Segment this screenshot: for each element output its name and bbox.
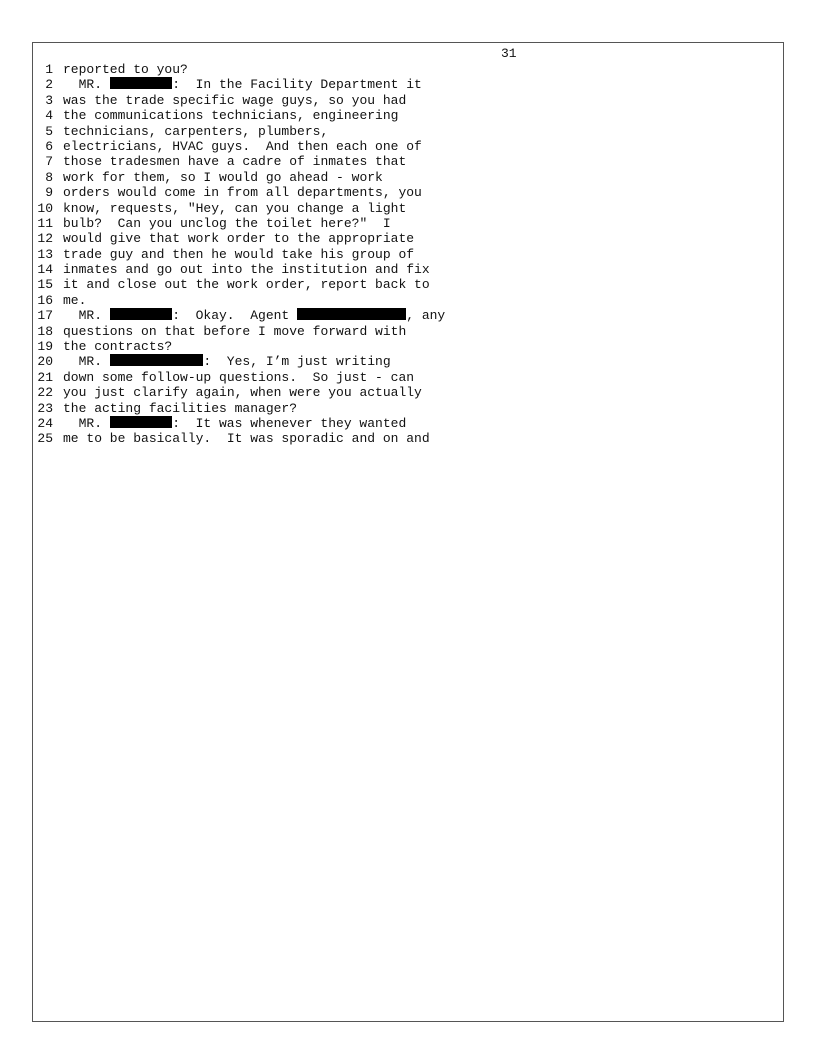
text-segment: would give that work order to the appropriate: [63, 231, 415, 247]
text-segment: was the trade specific wage guys, so you had: [63, 92, 407, 108]
text-segment: : It was whenever they wanted: [172, 415, 407, 431]
line-number: 8: [45, 169, 53, 185]
line-text: [63, 201, 406, 216]
line-text: [63, 247, 414, 262]
line-text: [63, 401, 297, 416]
line-text: [63, 277, 430, 292]
text-segment: orders would come in from all departments, you: [63, 185, 422, 201]
redaction-block: [110, 354, 204, 366]
line-number: 15: [37, 277, 53, 293]
text-segment: the acting facilities manager?: [63, 400, 298, 416]
line-text: [63, 216, 391, 231]
text-segment: me to be basically. It was sporadic and on and: [63, 431, 430, 447]
line-number: 19: [37, 339, 53, 355]
line-number: 13: [37, 246, 53, 262]
text-segment: those tradesmen have a cadre of inmates that: [63, 154, 407, 170]
line-text: [63, 293, 86, 308]
line-number: 12: [37, 231, 53, 247]
line-text: [63, 170, 383, 185]
line-number: 10: [37, 200, 53, 216]
text-segment: : Okay. Agent: [172, 308, 298, 324]
text-segment: down some follow-up questions. So just - can: [63, 369, 415, 385]
text-segment: MR.: [63, 77, 110, 93]
page-number: 31: [501, 46, 517, 61]
text-segment: me.: [63, 292, 87, 308]
text-segment: bulb? Can you unclog the toilet here?" I: [63, 215, 391, 231]
transcript-page: [32, 42, 784, 1022]
text-segment: work for them, so I would go ahead - work: [63, 169, 383, 185]
line-text: [63, 154, 406, 169]
line-text: [63, 231, 414, 246]
redaction-block: [110, 416, 172, 428]
text-segment: , any: [406, 308, 446, 324]
line-number: 1: [45, 62, 53, 77]
text-segment: reported to you?: [63, 62, 188, 77]
text-segment: you just clarify again, when were you actually: [63, 385, 422, 401]
line-text: [63, 77, 422, 92]
line-number: 3: [45, 92, 53, 108]
line-text: [63, 370, 414, 385]
line-number: 6: [45, 138, 53, 154]
redaction-block: [110, 308, 172, 320]
line-text: [63, 339, 172, 354]
text-segment: electricians, HVAC guys. And then each one of: [63, 138, 422, 154]
text-segment: it and close out the work order, report back to: [63, 277, 430, 293]
line-number: 14: [37, 262, 53, 278]
redaction-block: [297, 308, 406, 320]
line-text: [63, 354, 391, 369]
redaction-block: [110, 77, 172, 89]
line-number: 5: [45, 123, 53, 139]
line-number: 17: [37, 308, 53, 324]
line-number: 11: [37, 215, 53, 231]
line-text: [63, 62, 188, 77]
text-segment: questions on that before I move forward with: [63, 323, 407, 339]
text-segment: the communications technicians, engineering: [63, 108, 399, 124]
line-number: 7: [45, 154, 53, 170]
line-text: [63, 93, 406, 108]
line-number: 22: [37, 385, 53, 401]
text-segment: trade guy and then he would take his group of: [63, 246, 415, 262]
line-number: 20: [37, 354, 53, 370]
text-segment: the contracts?: [63, 339, 173, 355]
text-segment: MR.: [63, 415, 110, 431]
line-number: 9: [45, 185, 53, 201]
line-text: [63, 185, 422, 200]
line-text: [63, 262, 430, 277]
line-number: 16: [37, 292, 53, 308]
text-segment: : In the Facility Department it: [172, 77, 422, 93]
line-number: 18: [37, 323, 53, 339]
text-segment: MR.: [63, 308, 110, 324]
line-number: 24: [37, 415, 53, 431]
line-text: [63, 139, 422, 154]
line-text: [63, 124, 328, 139]
line-text: [63, 416, 406, 431]
line-number: 23: [37, 400, 53, 416]
line-number: 25: [37, 431, 53, 447]
line-number: 4: [45, 108, 53, 124]
text-segment: know, requests, "Hey, can you change a light: [63, 200, 407, 216]
line-text: [63, 308, 445, 323]
text-segment: : Yes, I’m just writing: [203, 354, 391, 370]
text-segment: technicians, carpenters, plumbers,: [63, 123, 329, 139]
text-segment: inmates and go out into the institution and fix: [63, 262, 430, 278]
line-text: [63, 108, 398, 123]
line-number: 21: [37, 369, 53, 385]
line-text: [63, 324, 406, 339]
line-number: 2: [45, 77, 53, 93]
line-text: [63, 385, 422, 400]
text-segment: MR.: [63, 354, 110, 370]
line-text: [63, 431, 430, 446]
